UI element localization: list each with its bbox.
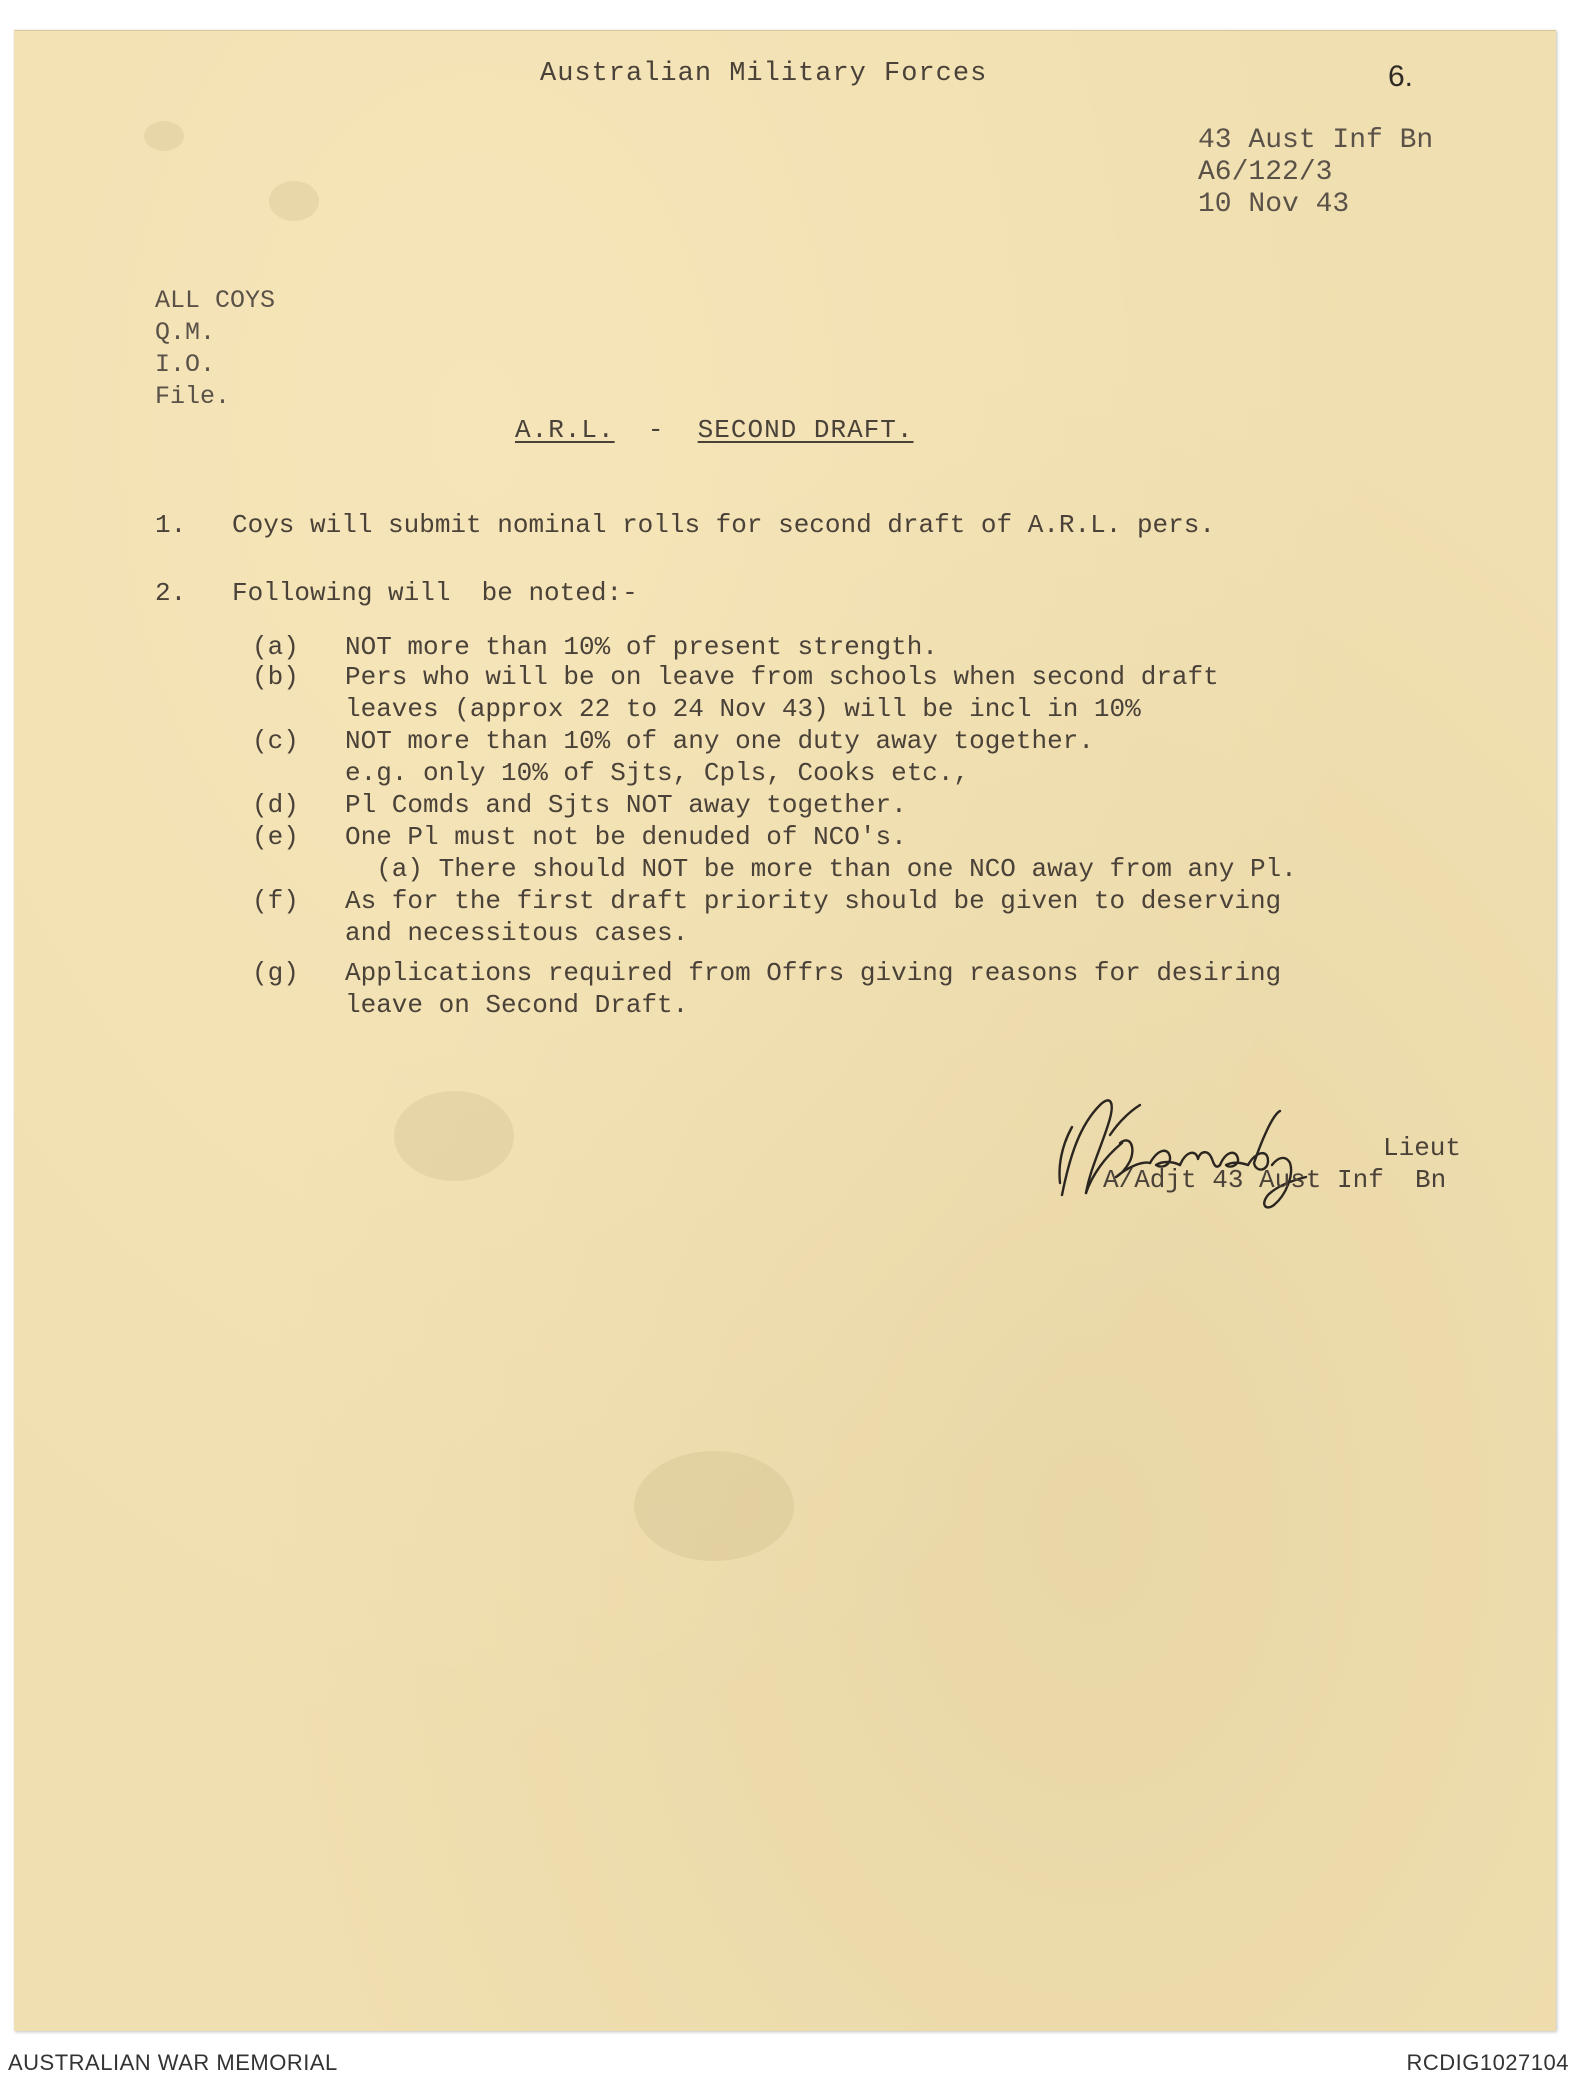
paper-stain (394, 1091, 514, 1181)
item-label: (e) (252, 822, 299, 852)
paper-stain (634, 1451, 794, 1561)
paragraph-text: Following will be noted:- (232, 578, 638, 608)
item-line: Applications required from Offrs giving reasons for desiring (345, 958, 1282, 988)
item-line: e.g. only 10% of Sjts, Cpls, Cooks etc., (345, 758, 970, 788)
archive-credit: AUSTRALIAN WAR MEMORIAL (8, 2050, 338, 2075)
item-line: leave on Second Draft. (345, 990, 689, 1020)
item-label: (a) (252, 632, 299, 662)
distribution-item: ALL COYS (155, 286, 276, 315)
reference-block (1198, 125, 1433, 221)
header-title: Australian Military Forces (540, 59, 988, 89)
paragraph-text: Coys will submit nominal rolls for second draft of A.R.L. pers. (232, 510, 1215, 540)
item-line: (a) There should NOT be more than one NCO away from any Pl. (345, 854, 1297, 884)
item-label: (c) (252, 726, 299, 756)
subject-part2: SECOND DRAFT. (697, 415, 914, 445)
item-line: NOT more than 10% of present strength. (345, 632, 938, 662)
page-number: 6. (1388, 60, 1414, 93)
signatory-appointment: A/Adjt 43 Aust Inf Bn (1103, 1165, 1447, 1195)
subject-part1: A.R.L. (515, 415, 615, 445)
subject-heading (515, 414, 914, 446)
item-line: leaves (approx 22 to 24 Nov 43) will be incl in 10% (345, 694, 1141, 724)
paragraph-number: 1. (155, 510, 187, 540)
item-line: Pl Comds and Sjts NOT away together. (345, 790, 907, 820)
record-id: RCDIG1027104 (1406, 2050, 1569, 2075)
paper-stain (269, 181, 319, 221)
item-label: (g) (252, 958, 299, 988)
paper-stain (144, 121, 184, 151)
item-label: (f) (252, 886, 299, 916)
distribution-item: File. (155, 382, 231, 411)
item-line: and necessitous cases. (345, 918, 689, 948)
paragraph-number: 2. (155, 578, 187, 608)
distribution-item: I.O. (155, 350, 216, 379)
reference-file: A6/122/3 (1198, 157, 1333, 188)
item-line: One Pl must not be denuded of NCO's. (345, 822, 907, 852)
item-label: (d) (252, 790, 299, 820)
item-line: Pers who will be on leave from schools when second draft (345, 662, 1219, 692)
subject-separator: - (647, 415, 665, 445)
item-line: NOT more than 10% of any one duty away together. (345, 726, 1094, 756)
reference-date: 10 Nov 43 (1198, 189, 1350, 220)
distribution-list (155, 285, 275, 413)
item-label: (b) (252, 662, 299, 692)
reference-unit: 43 Aust Inf Bn (1198, 125, 1434, 156)
item-line: As for the first draft priority should be given to deserving (345, 886, 1282, 916)
signatory-rank: Lieut (1383, 1133, 1462, 1163)
distribution-item: Q.M. (155, 318, 216, 347)
